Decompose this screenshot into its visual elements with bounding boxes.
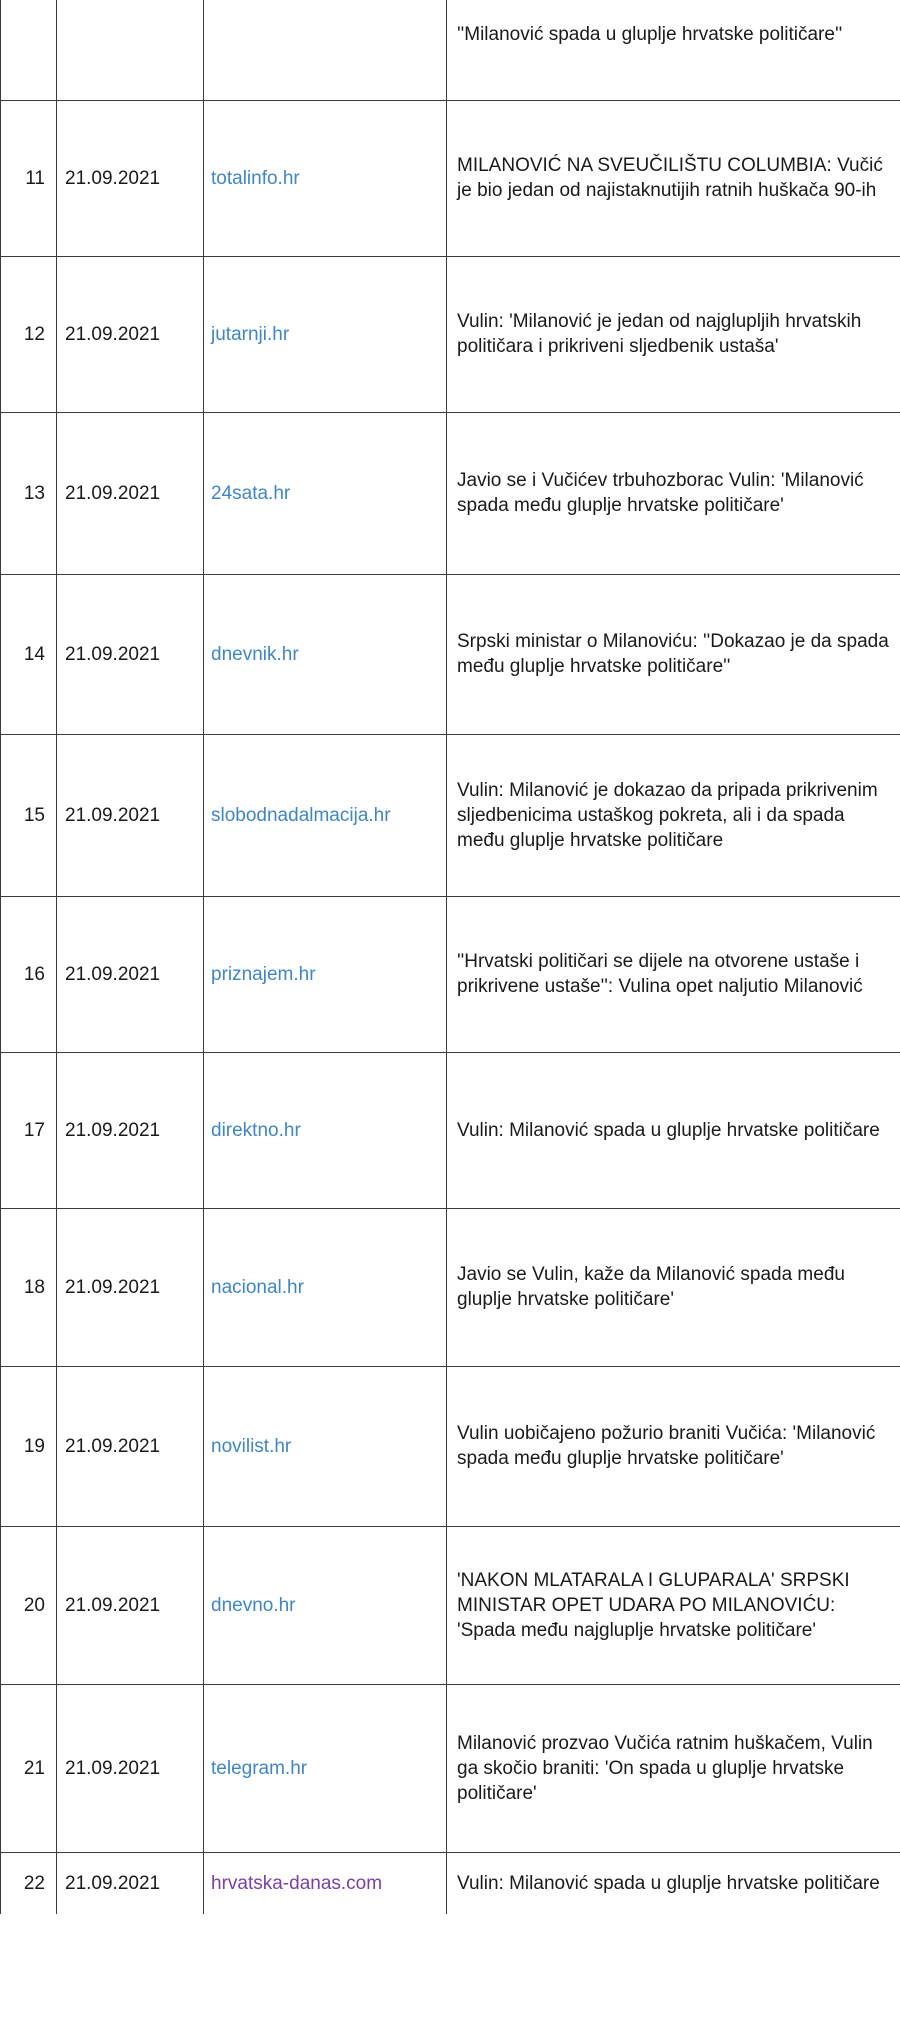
row-date: 21.09.2021 xyxy=(57,412,204,574)
article-title: Vulin: Milanović je dokazao da pripada prikrivenim sljedbenicima ustaškog pokreta, ali i da spada među gluplje hrvatske političare xyxy=(447,734,900,896)
row-number: 18 xyxy=(1,1208,57,1366)
table-row xyxy=(1,100,900,256)
row-number: 21 xyxy=(1,1684,57,1852)
source-link[interactable]: dnevno.hr xyxy=(204,1526,447,1684)
row-date: 21.09.2021 xyxy=(57,734,204,896)
table-row xyxy=(1,1526,900,1684)
article-title: Vulin uobičajeno požurio braniti Vučića: 'Milanović spada među gluplje hrvatske političare' xyxy=(447,1366,900,1526)
row-number: 11 xyxy=(1,100,57,256)
table-row xyxy=(1,256,900,412)
row-number: 22 xyxy=(1,1852,57,1914)
article-title: Vulin: Milanović spada u gluplje hrvatske političare xyxy=(447,1052,900,1208)
source-link[interactable]: direktno.hr xyxy=(204,1052,447,1208)
source-link[interactable]: nacional.hr xyxy=(204,1208,447,1366)
partial-title-text: ''Milanović spada u gluplje hrvatske političare'' xyxy=(457,24,843,46)
article-title: MILANOVIĆ NA SVEUČILIŠTU COLUMBIA: Vučić je bio jedan od najistaknutijih ratnih huškača 90-ih xyxy=(447,100,900,256)
article-title: Javio se Vulin, kaže da Milanović spada među gluplje hrvatske političare' xyxy=(447,1208,900,1366)
row-date: 21.09.2021 xyxy=(57,574,204,734)
article-title: Srpski ministar o Milanoviću: ''Dokazao je da spada među gluplje hrvatske političare'' xyxy=(447,574,900,734)
row-date: 21.09.2021 xyxy=(57,100,204,256)
row-number: 20 xyxy=(1,1526,57,1684)
source-cell xyxy=(204,0,447,100)
row-date: 21.09.2021 xyxy=(57,1366,204,1526)
article-title: Javio se i Vučićev trbuhozborac Vulin: 'Milanović spada među gluplje hrvatske političare' xyxy=(447,412,900,574)
date-cell xyxy=(57,0,204,100)
source-link[interactable]: jutarnji.hr xyxy=(204,256,447,412)
table-row-partial xyxy=(1,0,900,100)
source-link[interactable]: 24sata.hr xyxy=(204,412,447,574)
source-link[interactable]: slobodnadalmacija.hr xyxy=(204,734,447,896)
row-date: 21.09.2021 xyxy=(57,256,204,412)
source-link[interactable]: totalinfo.hr xyxy=(204,100,447,256)
row-date: 21.09.2021 xyxy=(57,1208,204,1366)
table-row xyxy=(1,1366,900,1526)
row-date: 21.09.2021 xyxy=(57,1684,204,1852)
table-row xyxy=(1,1208,900,1366)
table-row xyxy=(1,896,900,1052)
source-link[interactable]: telegram.hr xyxy=(204,1684,447,1852)
source-link[interactable]: novilist.hr xyxy=(204,1366,447,1526)
source-link[interactable]: hrvatska-danas.com xyxy=(204,1852,447,1914)
row-number: 19 xyxy=(1,1366,57,1526)
row-number: 16 xyxy=(1,896,57,1052)
row-number: 15 xyxy=(1,734,57,896)
article-title: Vulin: Milanović spada u gluplje hrvatske političare xyxy=(447,1852,900,1914)
article-title: Milanović prozvao Vučića ratnim huškačem, Vulin ga skočio braniti: 'On spada u gluplje hrvatske političare' xyxy=(447,1684,900,1852)
table-row xyxy=(1,734,900,896)
row-date: 21.09.2021 xyxy=(57,1052,204,1208)
table-row xyxy=(1,1052,900,1208)
row-date: 21.09.2021 xyxy=(57,896,204,1052)
table-row xyxy=(1,1852,900,1914)
row-number: 13 xyxy=(1,412,57,574)
row-date: 21.09.2021 xyxy=(57,1852,204,1914)
row-number: 17 xyxy=(1,1052,57,1208)
table-row xyxy=(1,574,900,734)
row-number: 14 xyxy=(1,574,57,734)
num-cell xyxy=(1,0,57,100)
table-row xyxy=(1,412,900,574)
source-link[interactable]: dnevnik.hr xyxy=(204,574,447,734)
article-title: ''Hrvatski političari se dijele na otvorene ustaše i prikrivene ustaše'': Vulina opet naljutio Milanović xyxy=(447,896,900,1052)
source-link[interactable]: priznajem.hr xyxy=(204,896,447,1052)
row-number: 12 xyxy=(1,256,57,412)
article-title: 'NAKON MLATARALA I GLUPARALA' SRPSKI MINISTAR OPET UDARA PO MILANOVIĆU: 'Spada među najgluplje hrvatske političare' xyxy=(447,1526,900,1684)
title-cell xyxy=(447,0,900,100)
article-title: Vulin: 'Milanović je jedan od najglupljih hrvatskih političara i prikriveni sljedbenik ustaša' xyxy=(447,256,900,412)
row-date: 21.09.2021 xyxy=(57,1526,204,1684)
table-row xyxy=(1,1684,900,1852)
